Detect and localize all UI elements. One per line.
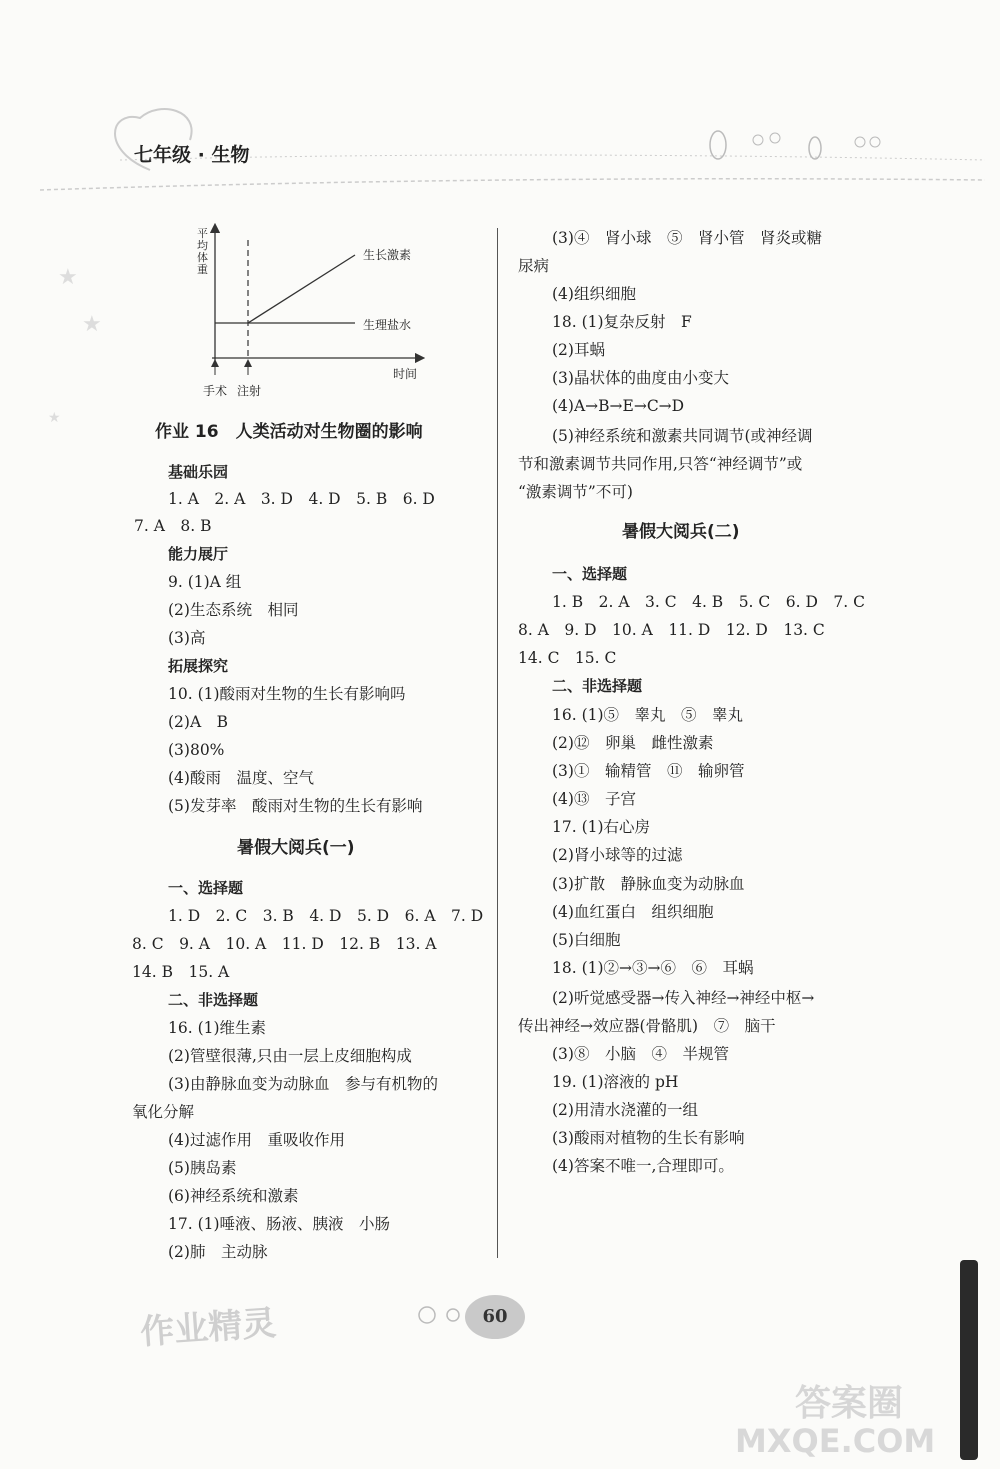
- star-icon: ★: [82, 312, 102, 337]
- answer-line: 7. A 8. B: [134, 517, 212, 535]
- answer-line: 19. (1)溶液的 pH: [552, 1073, 679, 1091]
- answer-line: (3)80%: [168, 741, 225, 759]
- answer-line: 16. (1)⑤ 睾丸 ⑤ 睾丸: [552, 706, 744, 724]
- answer-line: 暑假大阅兵(二): [622, 522, 740, 542]
- answer-line: “激素调节”不可): [518, 483, 633, 501]
- answer-line: (2)用清水浇灌的一组: [552, 1101, 698, 1119]
- answer-line: 拓展探究: [168, 657, 229, 675]
- chart-x-mark: 注射: [237, 384, 262, 398]
- column-divider: [497, 228, 498, 1258]
- answer-line: (3)④ 肾小球 ⑤ 肾小管 肾炎或糖: [552, 229, 822, 247]
- chart-line-label: 生长激素: [363, 248, 412, 262]
- answer-line: (4)答案不唯一,合理即可。: [552, 1157, 734, 1175]
- answer-line: 基础乐园: [168, 463, 229, 481]
- answer-line: (5)发芽率 酸雨对生物的生长有影响: [168, 797, 423, 815]
- answer-line: (5)神经系统和激素共同调节(或神经调: [552, 427, 813, 445]
- answer-line: 传出神经→效应器(骨骼肌) ⑦ 脑干: [518, 1017, 776, 1035]
- answer-line: (4)⑬ 子宫: [552, 790, 636, 808]
- page-number: 60: [465, 1295, 525, 1339]
- answer-line: 作业 16 人类活动对生物圈的影响: [155, 422, 423, 442]
- answer-line: (4)血红蛋白 组织细胞: [552, 903, 714, 921]
- chart-line-label: 生理盐水: [363, 318, 412, 332]
- answer-line: (2)听觉感受器→传入神经→神经中枢→: [552, 989, 815, 1007]
- answer-line: 暑假大阅兵(一): [237, 838, 355, 858]
- answer-line: 17. (1)唾液、肠液、胰液 小肠: [168, 1215, 391, 1233]
- answer-line: (4)组织细胞: [552, 285, 636, 303]
- answer-line: 8. C 9. A 10. A 11. D 12. B 13. A: [132, 935, 437, 953]
- chart-y-label: 平均体重: [197, 227, 208, 276]
- answer-line: 14. B 15. A: [132, 963, 230, 981]
- answer-line: 18. (1)复杂反射 F: [552, 313, 692, 331]
- answer-line: 能力展厅: [168, 545, 229, 563]
- growth-hormone-line: [248, 255, 355, 323]
- watermark-answer: 答案圈: [795, 1383, 904, 1424]
- answer-line: 一、选择题: [168, 879, 244, 897]
- answer-line: (3)由静脉血变为动脉血 参与有机物的: [168, 1075, 438, 1093]
- answer-line: (3)酸雨对植物的生长有影响: [552, 1129, 745, 1147]
- answer-line: (2)肾小球等的过滤: [552, 846, 683, 864]
- answer-line: 9. (1)A 组: [168, 573, 242, 591]
- watermark-logo: 作业精灵: [139, 1303, 278, 1353]
- answer-line: 二、非选择题: [552, 677, 643, 695]
- answer-line: (4)A→B→E→C→D: [552, 397, 685, 415]
- star-icon: ★: [48, 410, 61, 426]
- chart-x-mark: 手术: [203, 384, 228, 398]
- answer-line: (2)肺 主动脉: [168, 1243, 268, 1261]
- answer-line: (2)⑫ 卵巢 雌性激素: [552, 734, 714, 752]
- answer-line: (5)胰岛素: [168, 1159, 237, 1177]
- answer-line: (2)管壁很薄,只由一层上皮细胞构成: [168, 1047, 412, 1065]
- answer-line: 16. (1)维生素: [168, 1019, 267, 1037]
- answer-line: 8. A 9. D 10. A 11. D 12. D 13. C: [518, 621, 825, 639]
- answer-line: (2)A B: [168, 713, 229, 731]
- star-icon: ★: [58, 265, 78, 290]
- answer-line: (4)过滤作用 重吸收作用: [168, 1131, 345, 1149]
- answer-line: 1. A 2. A 3. D 4. D 5. B 6. D: [168, 490, 435, 508]
- answer-line: 尿病: [518, 257, 550, 275]
- header-title: 七年级 · 生物: [134, 144, 250, 166]
- answer-line: (3)晶状体的曲度由小变大: [552, 369, 729, 387]
- answer-line: (3)扩散 静脉血变为动脉血: [552, 875, 745, 893]
- answer-line: 10. (1)酸雨对生物的生长有影响吗: [168, 685, 406, 703]
- answer-line: (3)⑧ 小脑 ④ 半规管: [552, 1045, 729, 1063]
- answer-line: (3)① 输精管 ⑪ 输卵管: [552, 762, 745, 780]
- answer-line: 二、非选择题: [168, 991, 259, 1009]
- watermark-site: MXQE.COM: [735, 1422, 936, 1460]
- answer-line: (2)生态系统 相同: [168, 601, 299, 619]
- answer-line: 一、选择题: [552, 565, 628, 583]
- answer-line: 氧化分解: [132, 1103, 195, 1121]
- answer-line: 17. (1)右心房: [552, 818, 651, 836]
- answer-line: (3)高: [168, 629, 206, 647]
- header-decoration: [0, 0, 1000, 230]
- answer-line: 14. C 15. C: [518, 649, 617, 667]
- page-edge-shadow: [960, 1260, 978, 1460]
- answer-line: 节和激素调节共同作用,只答“神经调节”或: [518, 455, 803, 473]
- answer-line: (2)耳蜗: [552, 341, 605, 359]
- chart-x-label: 时间: [393, 367, 418, 381]
- answer-line: (4)酸雨 温度、空气: [168, 769, 314, 787]
- answer-line: 18. (1)②→③→⑥ ⑥ 耳蜗: [552, 959, 754, 977]
- answer-line: (5)白细胞: [552, 931, 621, 949]
- answer-line: (6)神经系统和激素: [168, 1187, 299, 1205]
- answer-line: 1. D 2. C 3. B 4. D 5. D 6. A 7. D: [168, 907, 484, 925]
- answer-line: 1. B 2. A 3. C 4. B 5. C 6. D 7. C: [552, 593, 865, 611]
